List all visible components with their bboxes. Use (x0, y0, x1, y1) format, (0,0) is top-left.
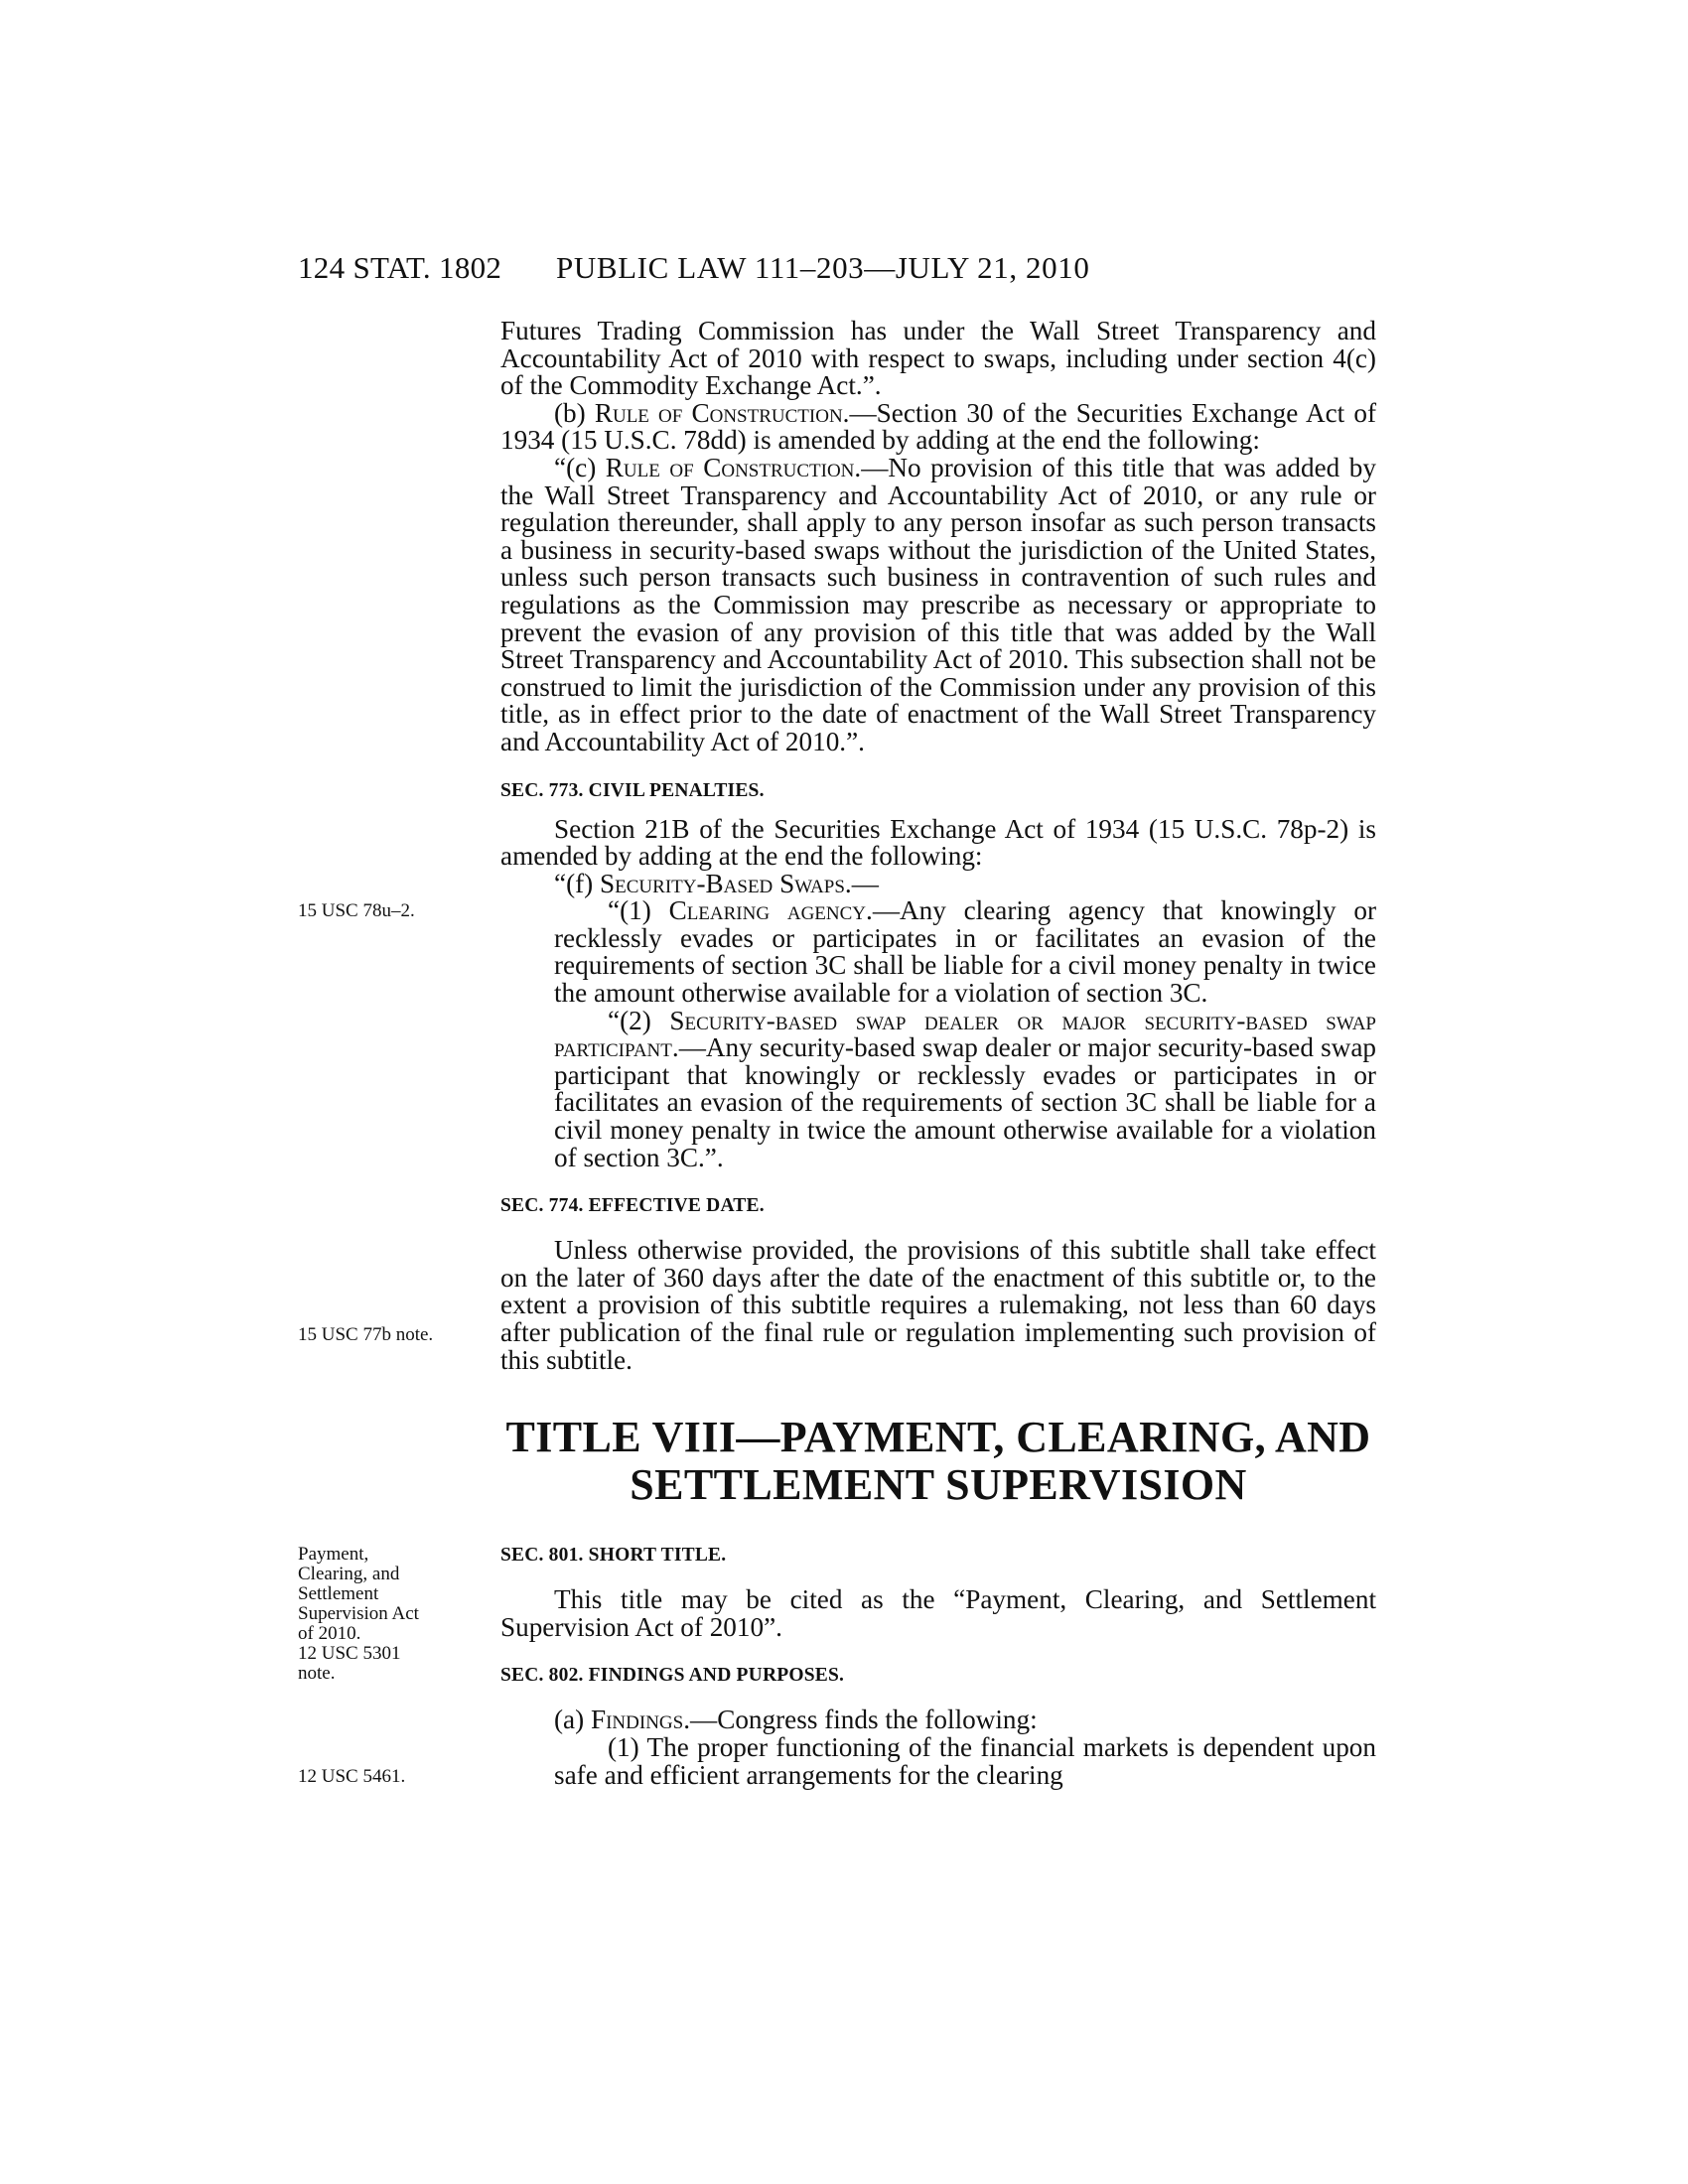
body-text (500, 318, 1376, 1789)
paragraph-swap-dealer (500, 1005, 1376, 1172)
para-lead: “(2) (608, 1005, 670, 1035)
para-heading: Security-based swap dealer or major security-based swap participant (554, 1005, 1376, 1063)
para-heading: Rule of Construction (605, 452, 855, 482)
margin-note-line: note. (298, 1663, 336, 1684)
paragraph-finding-1: (1) The proper functioning of the financial markets is dependent upon safe and efficient arrangements for the clearing (554, 1731, 1376, 1790)
margin-note-sec802: 12 USC 5461. (298, 1766, 406, 1787)
page-header (0, 250, 1688, 290)
section-heading-802: SEC. 802. FINDINGS AND PURPOSES. (500, 1665, 845, 1687)
para-lead: “(f) (554, 868, 601, 898)
margin-note-line: Supervision Act (298, 1603, 419, 1624)
para-text: .—Any security-based swap dealer or major security-based swap participant that knowingly or recklessly evades or participates in or facilitates an evasion of the requirements of section 3C shall be liable for a civil money penalty in twice the amount otherwise available for a violation of section 3C.”. (554, 1032, 1376, 1172)
section-heading-774: SEC. 774. EFFECTIVE DATE. (500, 1195, 765, 1217)
paragraph-security-based-swaps (500, 868, 1376, 898)
margin-note-sec773: 15 USC 78u–2. (298, 900, 415, 921)
paragraph-rule-of-construction-c (500, 452, 1376, 756)
para-lead: (a) (554, 1705, 591, 1735)
margin-note-line: of 2010. (298, 1623, 361, 1644)
stat-page-number: 124 STAT. 1802 (298, 250, 502, 285)
margin-note-line: Clearing, and (298, 1564, 400, 1584)
paragraph-effective-date: Unless otherwise provided, the provisions of this subtitle shall take effect on the later of 360 days after the date of the enactment of this subtitle or, to the extent a provision of this subtitle requires a rulemaking, not less than 60 days after publication of the final rule or regulation implementing such provision of this subtitle. (500, 1235, 1376, 1375)
margin-note-sec774: 15 USC 77b note. (298, 1324, 434, 1345)
paragraph-findings (500, 1706, 1376, 1734)
para-text: .—Section 30 of the Securities Exchange Act of 1934 (15 U.S.C. 78dd) is amended by adding at the end the following: (500, 397, 1377, 456)
para-heading: Clearing agency (668, 895, 867, 926)
margin-note-title8 (298, 1545, 477, 1684)
section-heading-773: SEC. 773. CIVIL PENALTIES. (500, 779, 765, 801)
paragraph-continuation: Futures Trading Commission has under the Wall Street Transparency and Accountability Act of 2010 with respect to swaps, including under section 4(c) of the Commodity Exchange Act.”. (500, 316, 1376, 401)
para-text: .— (844, 868, 879, 898)
section-heading-801: SEC. 801. SHORT TITLE. (500, 1545, 727, 1567)
margin-note-line: Payment, (298, 1544, 369, 1565)
para-lead: “(c) (554, 452, 606, 482)
title-heading-line1: TITLE VIII—PAYMENT, CLEARING, AND (505, 1413, 1371, 1462)
title-heading-line2: SETTLEMENT SUPERVISION (630, 1460, 1247, 1510)
paragraph-rule-of-construction-b (500, 397, 1377, 456)
paragraph-short-title: This title may be cited as the “Payment, Clearing, and Settlement Supervision Act of 2010”. (500, 1584, 1376, 1642)
para-lead: “(1) (608, 895, 669, 926)
para-heading: Security-Based Swaps (600, 868, 845, 898)
margin-note-line: Settlement (298, 1583, 379, 1604)
paragraph-clearing-agency (500, 897, 1376, 1007)
para-text: .—Any clearing agency that knowingly or recklessly evades or participates in or facilitates an evasion of the requirements of section 3C shall be liable for a civil money penalty in twice the amount otherwise available for a violation of section 3C. (554, 895, 1376, 1009)
para-lead: (b) (554, 397, 595, 428)
paragraph-sec773-intro: Section 21B of the Securities Exchange Act of 1934 (15 U.S.C. 78p-2) is amended by adding at the end the following: (500, 813, 1376, 872)
running-title: PUBLIC LAW 111–203—JULY 21, 2010 (556, 250, 1090, 285)
para-text: .—No provision of this title that was added by the Wall Street Transparency and Accountability Act of 2010, or any rule or regulation thereunder, shall apply to any person insofar as such person transacts a business in security-based swaps without the jurisdiction of the United States, unless such person transacts such business in contravention of such rules and regulations as the Commission may prescribe as necessary or appropriate to prevent the evasion of any provision of this title that was added by the Wall Street Transparency and Accountability Act of 2010. This subsection shall not be construed to limit the jurisdiction of the Commission under any provision of this title, as in effect prior to the date of enactment of the Wall Street Transparency and Accountability Act of 2010.”. (500, 452, 1376, 756)
para-heading: Rule of Construction (594, 397, 843, 428)
para-heading: Findings (590, 1705, 684, 1735)
margin-note-line: 12 USC 5301 (298, 1643, 401, 1664)
para-text: .—Congress finds the following: (683, 1705, 1038, 1735)
